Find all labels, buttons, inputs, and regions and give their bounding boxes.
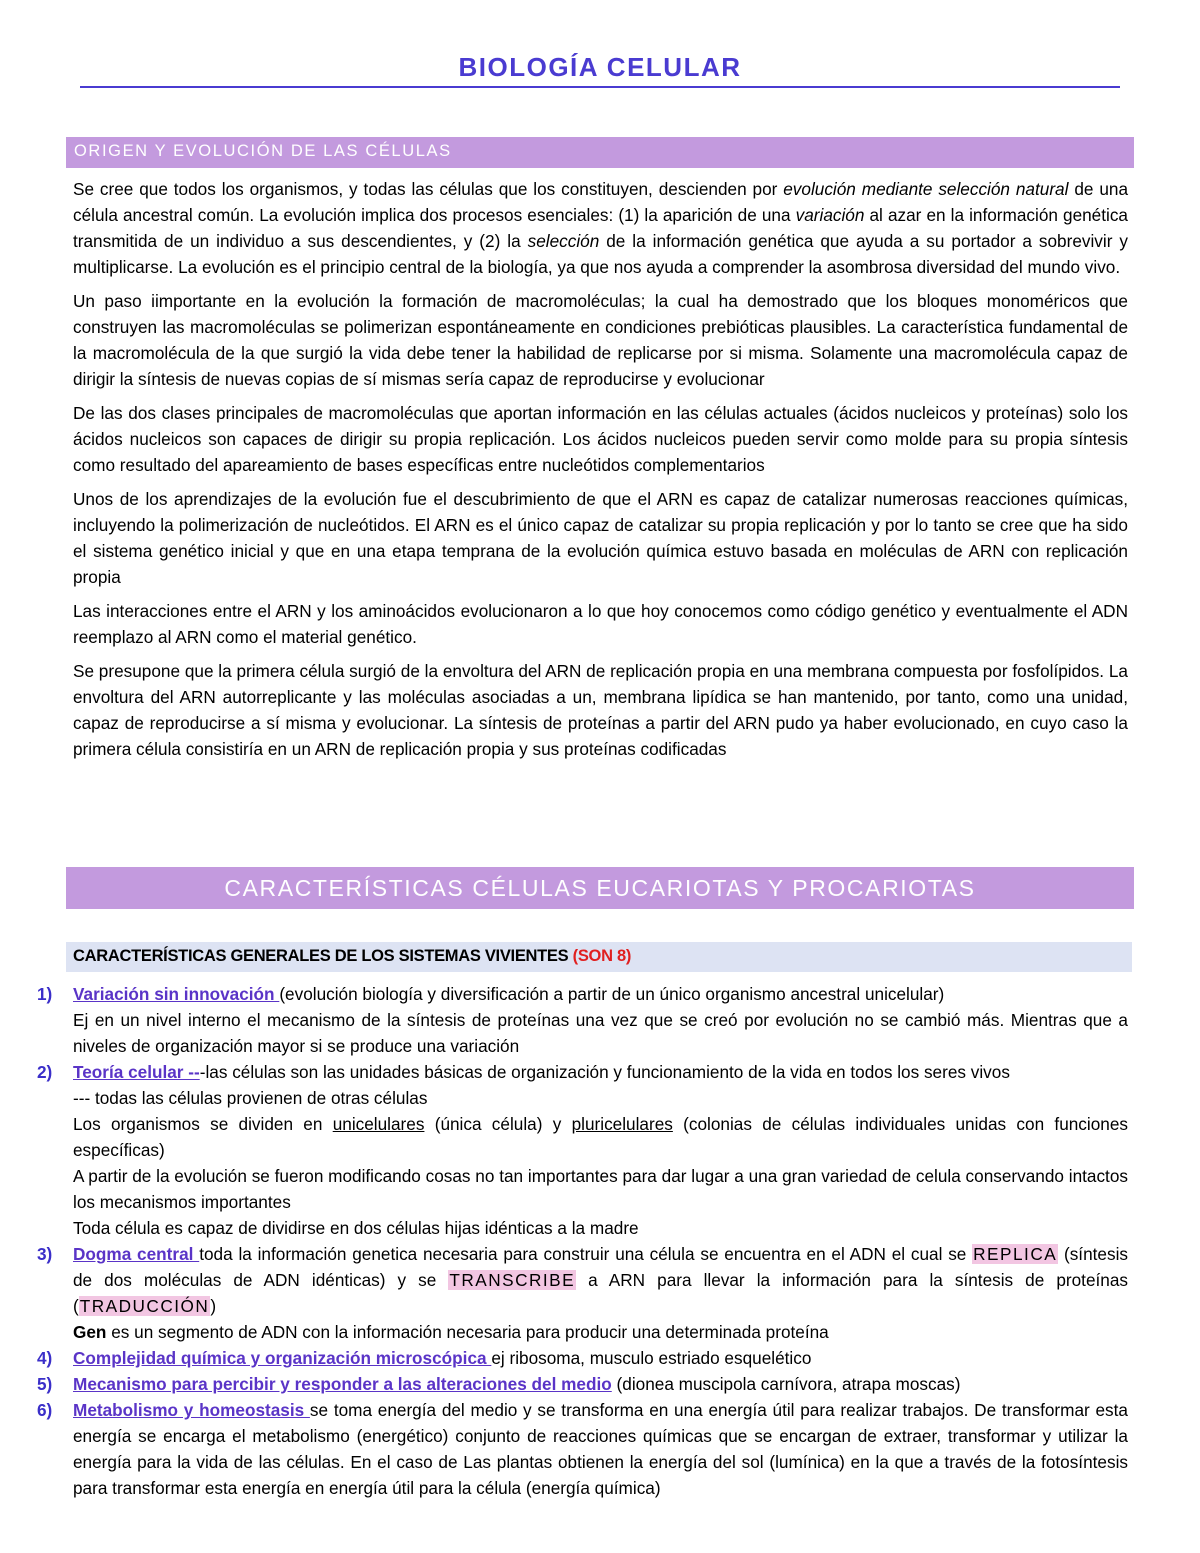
paragraph-6: Se presupone que la primera célula surgió de la envoltura del ARN de replicación propia en una membrana compuesta por fosfolípidos. La envoltura del ARN autorreplicante y las moléculas asociadas a un, membrana lipídica se han mantenido, por tanto, como una unidad, capaz de reproducirse a sí misma y evolucionar. La síntesis de proteínas a partir del ARN pudo ya haber evolucionado, en cuyo caso la primera célula consistiría en un ARN de replicación propia y sus proteínas codificadas xyxy=(73,661,1128,759)
list-item-title: Dogma central xyxy=(73,1244,200,1264)
section-origin-body xyxy=(73,176,1128,770)
list-number: 5) xyxy=(37,1374,53,1394)
title-underline xyxy=(80,86,1120,88)
paragraph-1: Se cree que todos los organismos, y todas las células que los constituyen, descienden por evolución mediante selección natural de una célula ancestral común. La evolución implica dos procesos esenciales: (1) la aparición de una variación al azar en la información genética transmitida de un individuo a sus descendientes, y (2) la selección de la información genética que ayuda a su portador a sobrevivir y multiplicarse. La evolución es el principio central de la biología, ya que nos ayuda a comprender la asombrosa diversidad del mundo vivo. xyxy=(73,179,1128,277)
list-item-1: 1) Variación sin innovación (evolución biología y diversificación a partir de un único organismo ancestral unicelular) Ej en un nivel interno el mecanismo de la síntesis de proteínas una vez que se creó por evolución no se cambió más. Mientras que a niveles de organización mayor si se produce una variación xyxy=(37,981,1128,1059)
section-heading-characteristics: CARACTERÍSTICAS CÉLULAS EUCARIOTAS Y PROCARIOTAS xyxy=(66,867,1134,909)
list-number: 4) xyxy=(37,1348,53,1368)
document-title: BIOLOGÍA CELULAR xyxy=(458,52,742,82)
paragraph-4: Unos de los aprendizajes de la evolución fue el descubrimiento de que el ARN es capaz de catalizar numerosas reacciones químicas, incluyendo la polimerización de nucleótidos. El ARN es el único capaz de catalizar su propia replicación y por lo tanto se cree que ha sido el sistema genético inicial y que en una etapa temprana de la evolución química estuvo basada en moléculas de ARN con replicación propia xyxy=(73,489,1128,587)
list-number: 6) xyxy=(37,1400,53,1420)
paragraph-2: Un paso iimportante en la evolución la formación de macromoléculas; la cual ha demostrado que los bloques monoméricos que construyen las macromoléculas se polimerizan espontáneamente en condiciones prebióticas plausibles. La característica fundamental de la macromolécula de la que surgió la vida debe tener la habilidad de replicarse por si misma. Solamente una macromolécula capaz de dirigir la síntesis de nuevas copias de sí mismas sería capaz de reproducirse y evolucionar xyxy=(73,291,1128,389)
list-item-6: 6) Metabolismo y homeostasis se toma energía del medio y se transforma en una energía útil para realizar trabajos. De transformar esta energía se encarga el metabolismo (energético) conjunto de reacciones químicas que se encargan de extraer, transformar y utilizar la energía para la vida de las células. En el caso de Las plantas obtienen la energía del sol (lumínica) en la que a través de la fotosíntesis para transformar esta energía en energía útil para la célula (energía química) xyxy=(37,1397,1128,1501)
highlight-traduccion: TRADUCCIÓN xyxy=(79,1296,210,1316)
characteristics-list xyxy=(37,981,1128,1501)
list-number: 3) xyxy=(37,1244,53,1264)
section-heading-origin: ORIGEN Y EVOLUCIÓN DE LAS CÉLULAS xyxy=(66,137,1134,168)
list-item-4: 4) Complejidad química y organización microscópica ej ribosoma, musculo estriado esquelético xyxy=(37,1345,1128,1371)
highlight-transcribe: TRANSCRIBE xyxy=(449,1270,576,1290)
list-item-title: Variación sin innovación xyxy=(73,984,280,1004)
subheading-living-systems: CARACTERÍSTICAS GENERALES DE LOS SISTEMAS VIVIENTES (SON 8) xyxy=(66,942,1132,972)
paragraph-3: De las dos clases principales de macromoléculas que aportan información en las células actuales (ácidos nucleicos y proteínas) solo los ácidos nucleicos son capaces de dirigir su propia replicación. Los ácidos nucleicos pueden servir como molde para su propia síntesis como resultado del apareamiento de bases específicas entre nucleótidos complementarios xyxy=(73,403,1128,475)
subheading-count-note: (SON 8) xyxy=(572,947,632,965)
list-item-2: 2) Teoría celular ---las células son las unidades básicas de organización y funcionamiento de la vida en todos los seres vivos --- todas las células provienen de otras células Los organismos se dividen en unicelulares (única célula) y pluricelulares (colonias de células individuales unidas con funciones específicas) A partir de la evolución se fueron modificando cosas no tan importantes para dar lugar a una gran variedad de celula conservando intactos los mecanismos importantes Toda célula es capaz de dividirse en dos células hijas idénticas a la madre xyxy=(37,1059,1128,1241)
list-item-title: Mecanismo para percibir y responder a las alteraciones del medio xyxy=(73,1374,612,1394)
highlight-replica: REPLICA xyxy=(973,1244,1058,1264)
gen-term: Gen xyxy=(73,1322,107,1342)
list-item-title: Complejidad química y organización microscópica xyxy=(73,1348,492,1368)
list-number: 1) xyxy=(37,984,53,1004)
list-number: 2) xyxy=(37,1062,53,1082)
list-item-title: Teoría celular -- xyxy=(73,1062,200,1082)
list-item-3: 3) Dogma central toda la información genetica necesaria para construir una célula se encuentra en el ADN el cual se REPLICA (síntesis de dos moléculas de ADN idénticas) y se TRANSCRIBE a ARN para llevar la información para la síntesis de proteínas (TRADUCCIÓN) Gen es un segmento de ADN con la información necesaria para producir una determinada proteína xyxy=(37,1241,1128,1345)
list-item-title: Metabolismo y homeostasis xyxy=(73,1400,310,1420)
list-item-5: 5) Mecanismo para percibir y responder a las alteraciones del medio (dionea muscipola carnívora, atrapa moscas) xyxy=(37,1371,1128,1397)
paragraph-5: Las interacciones entre el ARN y los aminoácidos evolucionaron a lo que hoy conocemos como código genético y eventualmente el ADN reemplazo al ARN como el material genético. xyxy=(73,601,1128,647)
